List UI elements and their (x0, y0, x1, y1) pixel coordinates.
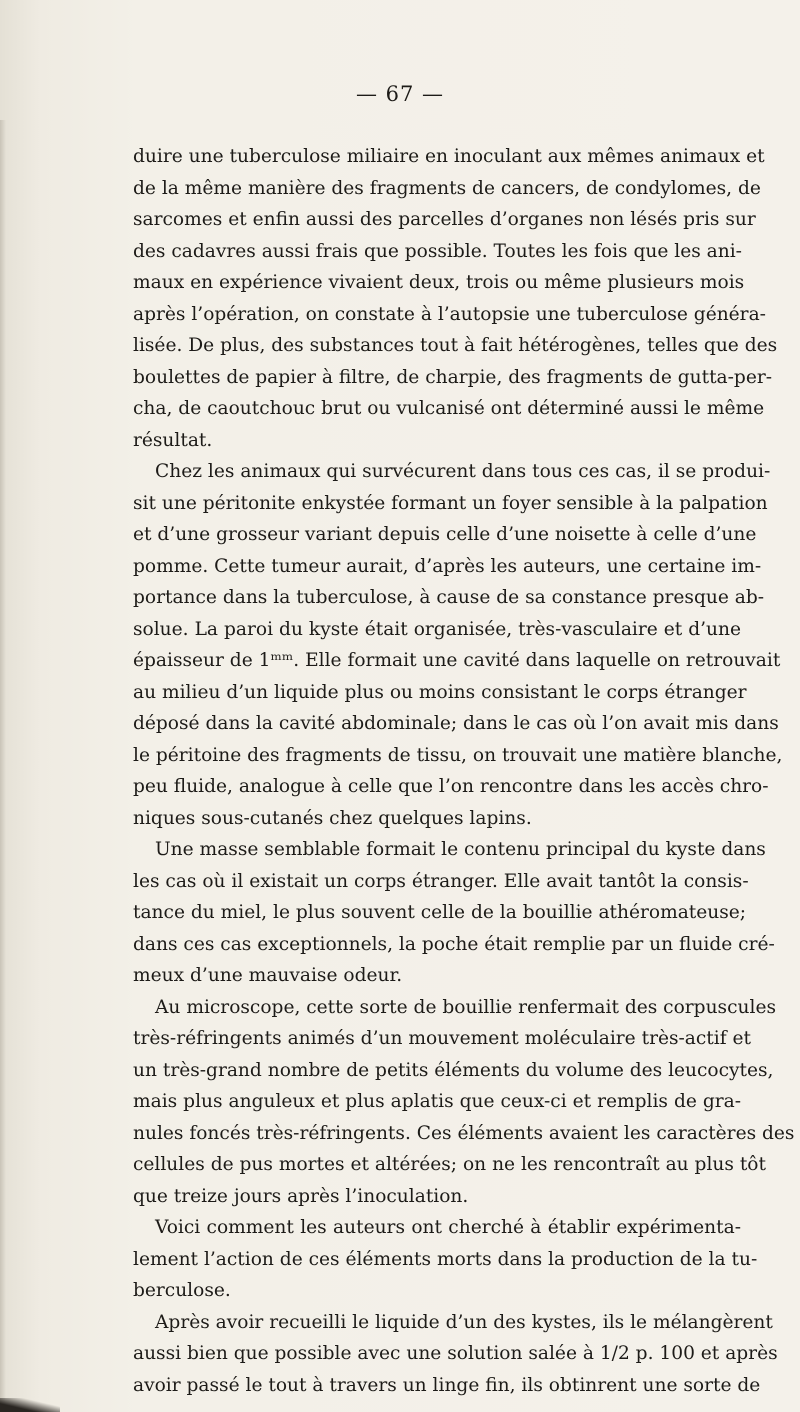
text-line: épaisseur de 1ᵐᵐ. Elle formait une cavité dans laquelle on retrouvait (133, 650, 781, 671)
text-line: cha, de caoutchouc brut ou vulcanisé ont déterminé aussi le même (133, 398, 765, 419)
text-line: Après avoir recueilli le liquide d’un des kystes, ils le mélangèrent (155, 1311, 773, 1333)
text-line: lement l’action de ces éléments morts dans la production de la tu- (133, 1248, 758, 1270)
text-line: portance dans la tuberculose, à cause de sa constance presque ab- (133, 587, 765, 608)
text-line: lisée. De plus, des substances tout à fait hétérogènes, telles que des (133, 335, 778, 356)
text-line: nules foncés très-réfringents. Ces éléments avaient les caractères des (133, 1122, 795, 1144)
paragraph (133, 992, 795, 1213)
text-line: niques sous-cutanés chez quelques lapins. (133, 807, 532, 829)
text-line: berculose. (133, 1280, 231, 1301)
text-line: pomme. Cette tumeur aurait, d’après les auteurs, une certaine im- (133, 555, 762, 577)
text-line: sit une péritonite enkystée formant un foyer sensible à la palpation (133, 492, 768, 514)
text-line: au milieu d’un liquide plus ou moins consistant le corps étranger (133, 681, 747, 703)
text-line: après l’opération, on constate à l’autopsie une tuberculose généra- (133, 303, 766, 325)
text-line: peu fluide, analogue à celle que l’on rencontre dans les accès chro- (133, 776, 769, 797)
text-line: avoir passé le tout à travers un linge fin, ils obtinrent une sorte de (133, 1374, 761, 1396)
text-line: de la même manière des fragments de cancers, de condylomes, de (133, 177, 761, 199)
text-line: meux d’une mauvaise odeur. (133, 965, 403, 986)
page-number: — 67 — (355, 82, 445, 106)
text-line: duire une tuberculose miliaire en inoculant aux mêmes animaux et (133, 146, 765, 167)
text-line: un très-grand nombre de petits éléments du volume des leucocytes, (133, 1059, 774, 1081)
text-line: maux en expérience vivaient deux, trois ou même plusieurs mois (133, 272, 745, 293)
text-line: très-réfringents animés d’un mouvement moléculaire très-actif et (133, 1028, 751, 1049)
text-line: déposé dans la cavité abdominale; dans le cas où l’on avait mis dans (133, 713, 779, 734)
paragraph (133, 1307, 778, 1402)
text-line: mais plus anguleux et plus aplatis que ceux-ci et remplis de gra- (133, 1091, 741, 1112)
body-text (133, 141, 795, 1401)
text-line: résultat. (133, 429, 213, 451)
paragraph (133, 141, 778, 456)
page-gutter-shadow (0, 120, 6, 1412)
paragraph (133, 1212, 758, 1307)
page-corner-shadow (0, 1398, 60, 1412)
text-line: solue. La paroi du kyste était organisée, très-vasculaire et d’une (133, 618, 741, 640)
text-line: aussi bien que possible avec une solution salée à 1/2 p. 100 et après (133, 1343, 778, 1364)
text-line: cellules de pus mortes et altérées; on ne les rencontraît au plus tôt (133, 1154, 766, 1175)
paragraph (133, 834, 775, 992)
text-line: les cas où il existait un corps étranger. Elle avait tantôt la consis- (133, 870, 749, 892)
text-line: Chez les animaux qui survécurent dans tous ces cas, il se produi- (155, 461, 771, 482)
text-line: dans ces cas exceptionnels, la poche était remplie par un fluide cré- (133, 933, 775, 955)
paragraph (133, 456, 783, 834)
text-line: boulettes de papier à filtre, de charpie, des fragments de gutta-per- (133, 366, 772, 388)
text-line: Au microscope, cette sorte de bouillie renfermait des corpuscules (155, 996, 776, 1018)
text-line: tance du miel, le plus souvent celle de la bouillie athéromateuse; (133, 902, 747, 923)
text-line: Voici comment les auteurs ont cherché à établir expérimenta- (155, 1217, 741, 1238)
text-line: et d’une grosseur variant depuis celle d’une noisette à celle d’une (133, 524, 757, 545)
text-line: Une masse semblable formait le contenu principal du kyste dans (155, 839, 766, 860)
text-line: le péritoine des fragments de tissu, on trouvait une matière blanche, (133, 744, 783, 766)
text-line: sarcomes et enfin aussi des parcelles d’organes non lésés pris sur (133, 209, 756, 230)
text-line: des cadavres aussi frais que possible. Toutes les fois que les ani- (133, 240, 742, 262)
text-line: que treize jours après l’inoculation. (133, 1185, 469, 1207)
